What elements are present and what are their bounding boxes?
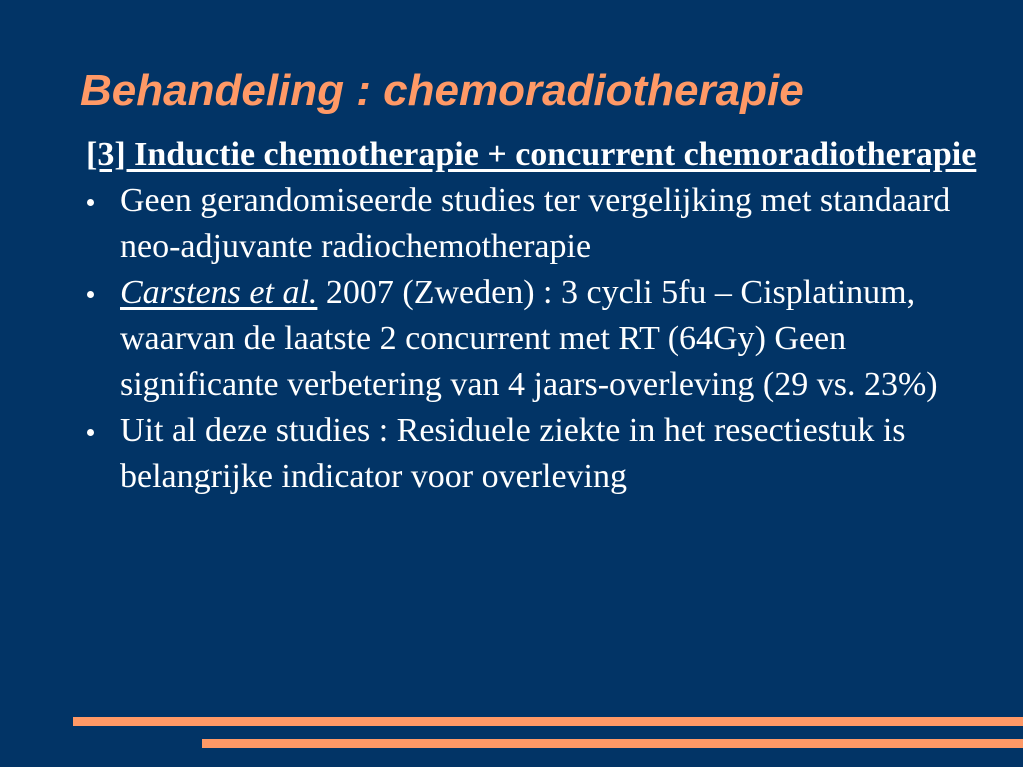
slide-body <box>86 132 986 500</box>
bullet-dot-icon <box>87 199 94 206</box>
bullet-text: 2007 (Zweden) : 3 cycli 5fu – Cisplatinum, waarvan de laatste 2 concurrent met RT (64Gy) Geen significante verbetering van 4 jaars-overleving (29 vs. 23%) <box>120 274 938 403</box>
section-heading-text: [3] Inductie chemotherapie + concurrent chemoradiotherapie <box>86 136 977 173</box>
bullet-item-3 <box>86 408 986 500</box>
bullet-text: Uit al deze studies : Residuele ziekte in het resectiestuk is belangrijke indicator voor overleving <box>120 412 906 495</box>
slide-title: Behandeling : chemoradiotherapie <box>80 66 804 115</box>
bullet-text: Geen gerandomiseerde studies ter vergelijking met standaard neo-adjuvante radiochemotherapie <box>120 182 951 265</box>
bullet-item-1 <box>86 178 986 270</box>
bullet-dot-icon <box>87 429 94 436</box>
decorative-rule-bottom <box>202 739 1023 748</box>
bullet-dot-icon <box>87 291 94 298</box>
decorative-rule-top <box>73 717 1023 726</box>
bullet-item-2 <box>86 270 986 408</box>
citation-link[interactable]: Carstens et al. <box>120 274 318 311</box>
section-heading <box>86 132 986 178</box>
